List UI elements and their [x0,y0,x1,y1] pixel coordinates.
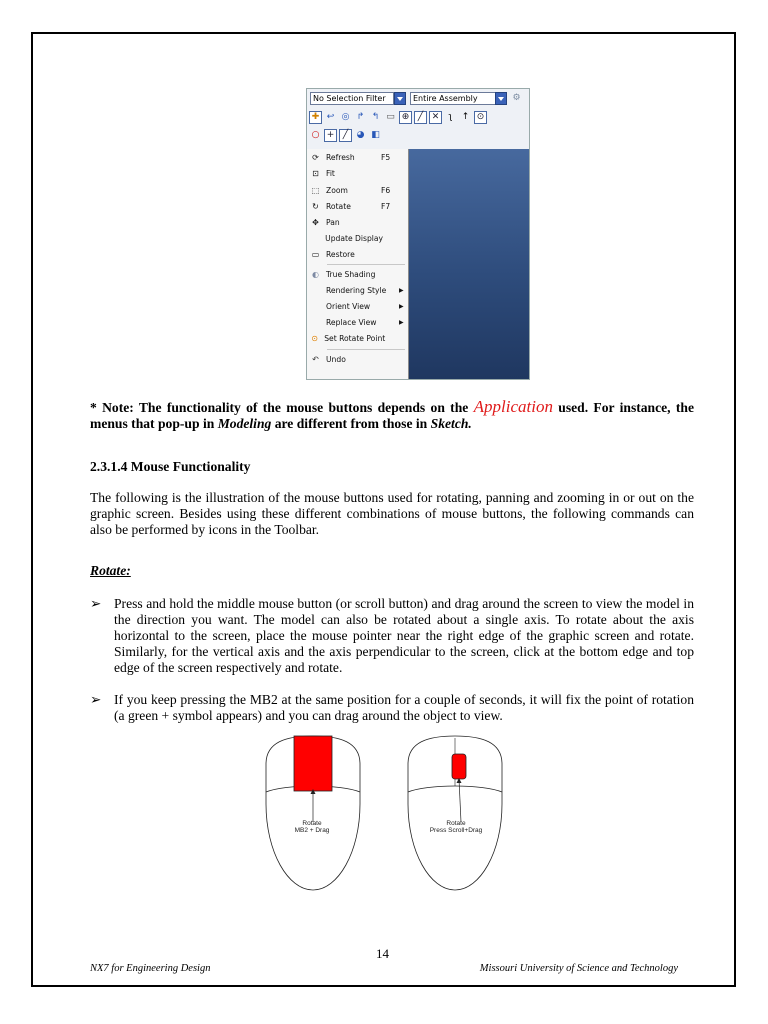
submenu-arrow-icon: ▶ [399,286,404,294]
middle-button-highlight [294,736,332,791]
scope-dropdown[interactable]: Entire Assembly [410,92,502,105]
cube-icon[interactable]: ◧ [371,129,380,140]
nx-view-popup-screenshot [306,88,530,380]
menu-separator [327,264,405,265]
curve-rule-icon[interactable]: ↰ [371,111,380,122]
snap-icon[interactable]: ↱ [356,111,365,122]
undo-icon: ↶ [312,354,319,364]
menu-item-orient-view[interactable]: Orient View ▶ [307,299,407,313]
pan-icon: ✥ [312,217,319,227]
menu-item-update-display[interactable]: Update Display [325,233,384,243]
submenu-arrow-icon: ▶ [399,302,404,310]
rotate-icon: ↻ [312,201,319,211]
point-snap-icon[interactable]: ⊕ [399,111,412,124]
menu-separator [327,349,405,350]
note-paragraph: * Note: The functionality of the mouse buttons depends on the Application used. For instance, the menus that pop-up in Modeling are different from those in Sketch. [90,397,695,431]
menu-item-rendering-style[interactable]: Rendering Style ▶ [307,283,407,297]
menu-item-zoom[interactable]: ⬚ Zoom F6 [311,185,391,195]
bullet-item: ➢ If you keep pressing the MB2 at the same position for a couple of seconds, it will fix the point of rotation (a green + symbol appears) and you can drag around the object to view. [90,692,694,723]
true-shading-icon: ◐ [312,269,319,279]
curve-snap-icon[interactable]: ʅ [448,111,453,122]
selection-settings-icon[interactable]: ⚙ [512,93,521,103]
mouse-label-1: Rotate MB2 + Drag [294,820,330,834]
scroll-wheel-highlight [452,754,466,779]
menu-item-true-shading[interactable]: ◐ True Shading [312,269,376,279]
zoom-icon: ⬚ [311,185,320,195]
chevron-down-icon[interactable] [495,92,507,105]
undo-list-icon[interactable]: ↩ [326,111,335,122]
mouse-label-2: Rotate Press Scroll+Drag [429,820,483,834]
tangent-icon[interactable]: ╱ [339,129,352,142]
toolbar-row-1 [309,109,487,125]
set-rotate-point-icon: ⊙ [311,333,318,343]
menu-item-undo[interactable]: ↶ Undo [307,352,407,366]
menu-item-refresh[interactable]: ⟳ Refresh F5 [307,150,407,164]
menu-item-pan[interactable]: ✥ Pan [307,215,407,229]
graphics-window[interactable] [409,149,529,379]
mouse-buttons-illustration [258,734,504,894]
application-highlight: Application [473,397,553,416]
menu-item-fit[interactable]: ⊡ Fit [307,166,407,180]
menu-item-replace-view[interactable]: Replace View ▶ [307,315,407,329]
menu-item-restore[interactable]: ▭ Restore [311,249,355,259]
view-popup-menu [307,149,409,379]
menu-item-set-rotate-point[interactable]: ⊙ Set Rotate Point [311,333,386,343]
chevron-down-icon[interactable] [394,92,406,105]
bullet-item: ➢ Press and hold the middle mouse button (or scroll button) and drag around the screen to view the model in the direction you want. The model can also be rotated about a single axis. To rotate about the axis horizontal to the screen, place the mouse pointer near the right edge of the graphic screen and rotate. Similarly, for the vertical axis and the axis perpendicular to the screen, click at the bottom edge and top edge of the screen respectively and rotate. [90,596,694,675]
line-snap-icon[interactable]: ╱ [414,111,427,124]
arrow-bullet-icon: ➢ [90,692,102,707]
select-type-icon[interactable]: ✚ [309,111,322,124]
footer-left: NX7 for Engineering Design [90,963,211,974]
lasso-icon[interactable]: ◎ [341,111,350,122]
refresh-icon: ⟳ [312,152,319,162]
page-number: 14 [376,946,389,961]
circle-snap-icon[interactable]: ○ [311,129,320,140]
arc-center-snap-icon[interactable]: ⊙ [474,111,487,124]
nx-toolbar [307,89,529,149]
toolbar-row-2 [309,127,382,143]
sphere-icon[interactable]: ◕ [356,129,365,140]
fit-icon: ⊡ [312,168,319,178]
submenu-arrow-icon: ▶ [399,318,404,326]
menu-item-rotate[interactable]: ↻ Rotate F7 [307,199,407,213]
rotate-heading: Rotate: [90,563,131,578]
mouse-mb2-drag [266,736,360,890]
midpoint-snap-icon[interactable]: ✕ [429,111,442,124]
mouse-scroll-drag [408,736,502,890]
arrow-bullet-icon: ➢ [90,596,102,611]
rectangle-select-icon[interactable]: ▭ [386,111,395,122]
intersection-snap-icon[interactable]: ↑ [461,111,470,122]
selection-filter-dropdown[interactable]: No Selection Filter [310,92,394,105]
footer-right: Missouri University of Science and Technology [479,963,678,974]
point-on-curve-icon[interactable]: + [324,129,337,142]
intro-paragraph: The following is the illustration of the mouse buttons used for rotating, panning and zooming in or out on the graphic screen. Besides using these different combinations of mouse buttons, the following commands can also be performed by icons in the Toolbar. [90,490,694,537]
section-heading: 2.3.1.4 Mouse Functionality [90,459,251,474]
restore-icon: ▭ [311,249,320,259]
